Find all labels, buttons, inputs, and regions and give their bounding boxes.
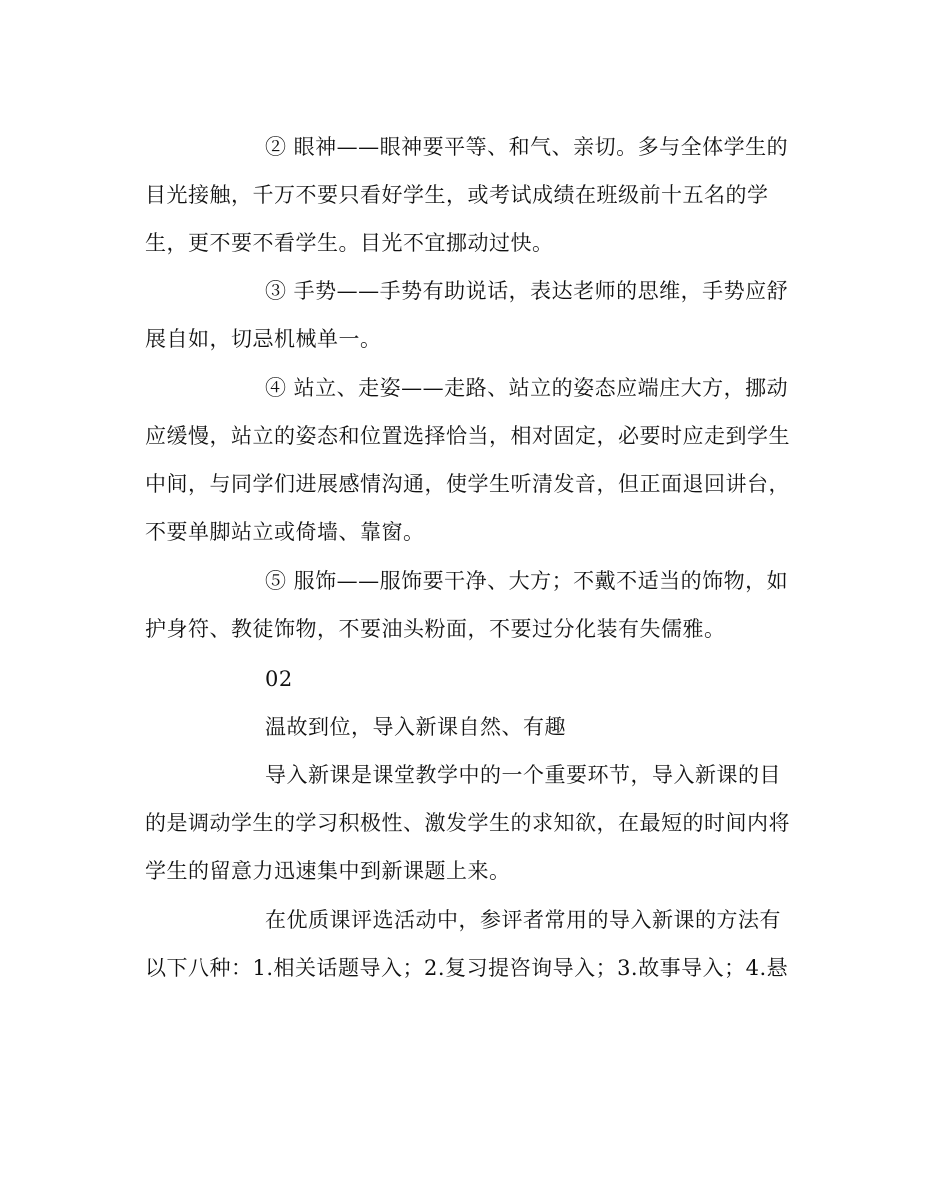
paragraph-intro-line-3: 学生的留意力迅速集中到新课题上来。 [145,859,511,883]
paragraph-methods-line-2: 以下八种：1.相关话题导入；2.复习提咨询导入；3.故事导入；4.悬 [145,956,789,980]
section-heading: 温故到位，导入新课自然、有趣 [265,715,566,739]
section-number: 02 [265,667,293,691]
paragraph-posture-line-4: 不要单脚站立或倚墙、靠窗。 [145,520,425,544]
paragraph-posture-line-2: 应缓慢，站立的姿态和位置选择恰当，相对固定，必要时应走到学生 [145,424,790,448]
paragraph-eye-contact-line-3: 生，更不要不看学生。目光不宜挪动过快。 [145,231,554,255]
paragraph-posture-line-3: 中间，与同学们进展感情沟通，使学生听清发音，但正面退回讲台， [145,472,790,496]
paragraph-eye-contact-line-2: 目光接触，千万不要只看好学生，或考试成绩在班级前十五名的学 [145,183,769,207]
paragraph-gesture-line-2: 展自如，切忌机械单一。 [145,327,382,351]
paragraph-attire-line-2: 护身符、教徒饰物，不要油头粉面，不要过分化装有失儒雅。 [145,617,726,641]
paragraph-attire-line-1: ⑤ 服饰——服饰要干净、大方；不戴不适当的饰物，如 [265,569,789,593]
paragraph-intro-line-2: 的是调动学生的学习积极性、激发学生的求知欲，在最短的时间内将 [145,811,790,835]
paragraph-posture-line-1: ④ 站立、走姿——走路、站立的姿态应端庄大方，挪动 [265,376,789,400]
paragraph-methods-line-1: 在优质课评选活动中，参评者常用的导入新课的方法有 [265,908,781,932]
paragraph-intro-line-1: 导入新课是课堂教学中的一个重要环节，导入新课的目 [265,763,781,787]
paragraph-eye-contact-line-1: ② 眼神——眼神要平等、和气、亲切。多与全体学生的 [265,135,789,159]
paragraph-gesture-line-1: ③ 手势——手势有助说话，表达老师的思维，手势应舒 [265,279,789,303]
